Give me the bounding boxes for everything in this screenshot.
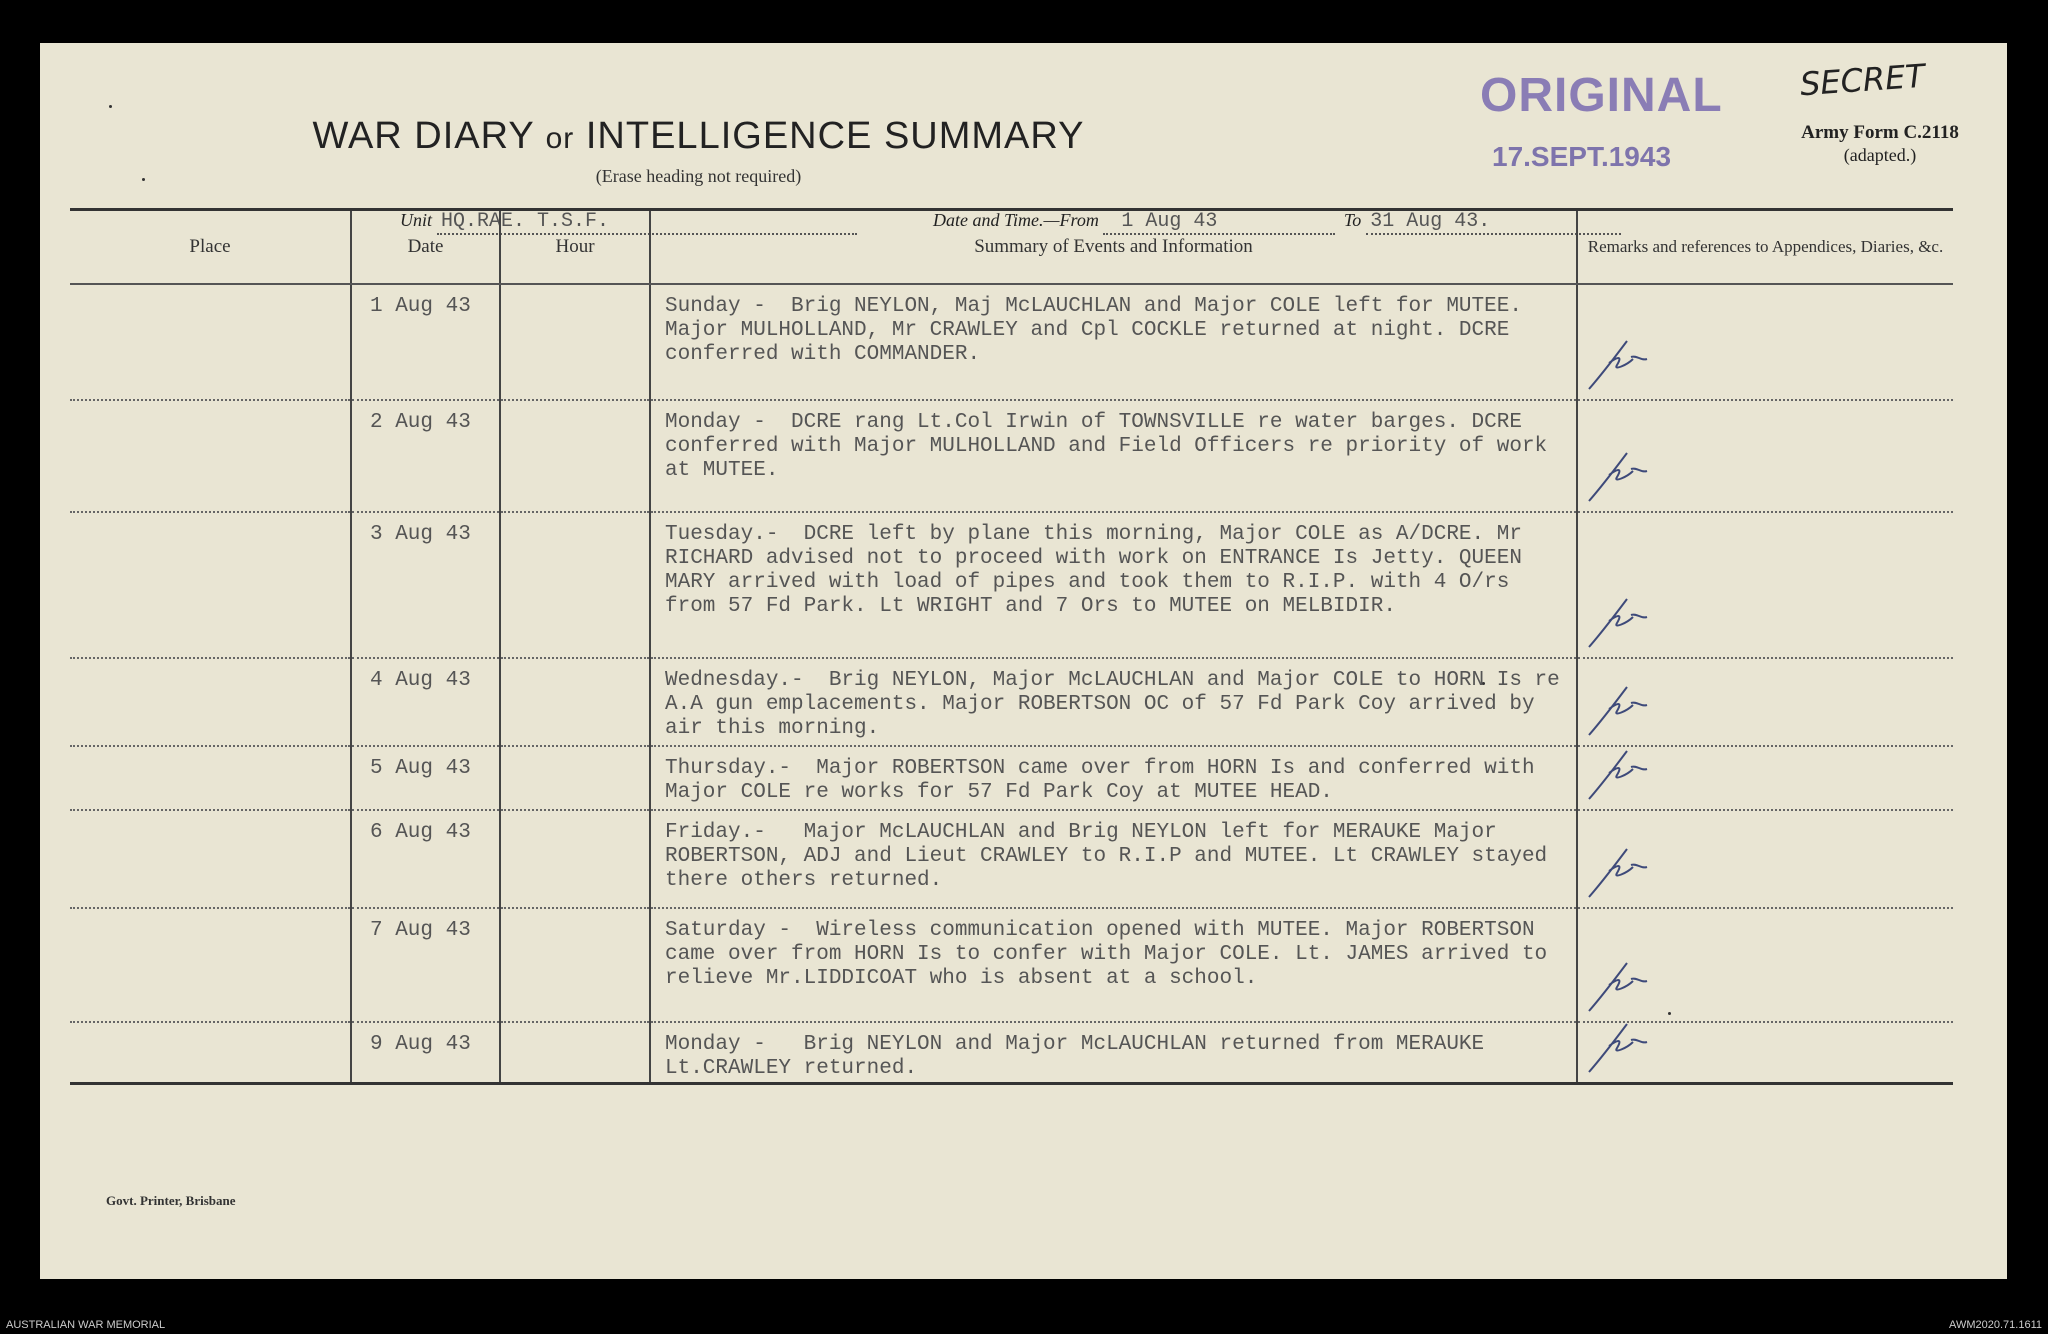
table-row xyxy=(70,1022,1953,1084)
summary-cell: Monday - DCRE rang Lt.Col Irwin of TOWNSVILLE re water barges. DCRE conferred with Major MULHOLLAND and Field Officers re priority of work at MUTEE. xyxy=(650,400,1577,512)
diary-table xyxy=(70,208,1953,1085)
place-cell xyxy=(70,810,351,908)
place-cell xyxy=(70,284,351,400)
column-header-date: Date xyxy=(351,210,500,285)
table-header-row xyxy=(70,210,1953,285)
summary-cell: Saturday - Wireless communication opened with MUTEE. Major ROBERTSON came over from HORN Is to confer with Major COLE. Lt. JAMES arrived to relieve Mr.LIDDICOAT who is absent at a school. xyxy=(650,908,1577,1022)
initials-signature-icon xyxy=(1583,681,1653,737)
table-row xyxy=(70,284,1953,400)
initials-signature-icon xyxy=(1583,843,1653,899)
summary-cell: Wednesday.- Brig NEYLON, Major McLAUCHLAN and Major COLE to HORN Is re A.A gun emplacements. Major ROBERTSON OC of 57 Fd Park Coy arrived by air this morning. xyxy=(650,658,1577,746)
summary-cell: Monday - Brig NEYLON and Major McLAUCHLAN returned from MERAUKE Lt.CRAWLEY returned. xyxy=(650,1022,1577,1084)
place-cell xyxy=(70,746,351,810)
date-cell: 1 Aug 43 xyxy=(351,284,500,400)
summary-cell: Friday.- Major McLAUCHLAN and Brig NEYLON left for MERAUKE Major ROBERTSON, ADJ and Lieut CRAWLEY to R.I.P and MUTEE. Lt CRAWLEY stayed there others returned. xyxy=(650,810,1577,908)
initials-signature-icon xyxy=(1583,957,1653,1013)
hour-cell xyxy=(500,284,650,400)
hour-cell xyxy=(500,400,650,512)
army-form-note: (adapted.) xyxy=(1843,145,1917,165)
form-title: WAR DIARY or INTELLIGENCE SUMMARY xyxy=(312,115,1085,157)
place-cell xyxy=(70,400,351,512)
hour-cell xyxy=(500,1022,650,1084)
to-label: To xyxy=(1343,210,1362,230)
date-cell: 3 Aug 43 xyxy=(351,512,500,658)
summary-cell: Sunday - Brig NEYLON, Maj McLAUCHLAN and Major COLE left for MUTEE. Major MULHOLLAND, Mr CRAWLEY and Cpl COCKLE returned at night. DCRE conferred with COMMANDER. xyxy=(650,284,1577,400)
summary-cell: Thursday.- Major ROBERTSON came over from HORN Is and conferred with Major COLE re works for 57 Fd Park Coy at MUTEE HEAD. xyxy=(650,746,1577,810)
original-stamp: ORIGINAL xyxy=(1480,69,1723,122)
place-cell xyxy=(70,1022,351,1084)
date-label: Date and Time.—From xyxy=(933,210,1099,230)
column-header-hour: Hour xyxy=(500,210,650,285)
remarks-cell xyxy=(1577,746,1953,810)
date-cell: 7 Aug 43 xyxy=(351,908,500,1022)
archive-credit: AUSTRALIAN WAR MEMORIAL xyxy=(6,1319,166,1331)
place-cell xyxy=(70,658,351,746)
column-header-place: Place xyxy=(70,210,351,285)
date-cell: 6 Aug 43 xyxy=(351,810,500,908)
column-header-remarks: Remarks and references to Appendices, Diaries, &c. xyxy=(1577,210,1953,285)
form-subtitle: (Erase heading not required) xyxy=(595,166,802,186)
unit-label: Unit xyxy=(400,210,433,230)
archive-reference: AWM2020.71.1611 xyxy=(1949,1319,2042,1331)
place-cell xyxy=(70,908,351,1022)
date-cell: 9 Aug 43 xyxy=(351,1022,500,1084)
table-row xyxy=(70,658,1953,746)
remarks-cell xyxy=(1577,512,1953,658)
initials-signature-icon xyxy=(1583,1018,1653,1074)
hour-cell xyxy=(500,658,650,746)
table-row xyxy=(70,512,1953,658)
date-cell: 4 Aug 43 xyxy=(351,658,500,746)
remarks-cell xyxy=(1577,908,1953,1022)
date-stamp: 17.SEPT.1943 xyxy=(1492,141,1672,172)
table-row xyxy=(70,746,1953,810)
from-value: 1 Aug 43 xyxy=(1121,210,1218,233)
remarks-cell xyxy=(1577,810,1953,908)
remarks-cell xyxy=(1577,658,1953,746)
to-value: 31 Aug 43. xyxy=(1370,210,1491,233)
remarks-cell xyxy=(1577,1022,1953,1084)
date-cell: 5 Aug 43 xyxy=(351,746,500,810)
hour-cell xyxy=(500,810,650,908)
summary-cell: Tuesday.- DCRE left by plane this morning, Major COLE as A/DCRE. Mr RICHARD advised not to proceed with work on ENTRANCE Is Jetty. QUEEN MARY arrived with load of pipes and took them to R.I.P. with 4 O/rs from 57 Fd Park. Lt WRIGHT and 7 Ors to MUTEE on MELBIDIR. xyxy=(650,512,1577,658)
unit-value: HQ.RAE. T.S.F. xyxy=(441,210,610,233)
secret-handwritten-mark: SECRET xyxy=(1798,56,1927,104)
column-header-summary: Summary of Events and Information xyxy=(650,210,1577,285)
hour-cell xyxy=(500,746,650,810)
remarks-cell xyxy=(1577,400,1953,512)
table-row xyxy=(70,400,1953,512)
table-row xyxy=(70,908,1953,1022)
hour-cell xyxy=(500,512,650,658)
army-form-number: Army Form C.2118 xyxy=(1801,122,1959,143)
date-cell: 2 Aug 43 xyxy=(351,400,500,512)
initials-signature-icon xyxy=(1583,447,1653,503)
printer-imprint: Govt. Printer, Brisbane xyxy=(106,1193,236,1208)
ink-speck xyxy=(109,105,112,108)
remarks-cell xyxy=(1577,284,1953,400)
table-row xyxy=(70,810,1953,908)
place-cell xyxy=(70,512,351,658)
initials-signature-icon xyxy=(1583,335,1653,391)
initials-signature-icon xyxy=(1583,745,1653,801)
ink-speck xyxy=(142,178,145,181)
initials-signature-icon xyxy=(1583,593,1653,649)
hour-cell xyxy=(500,908,650,1022)
